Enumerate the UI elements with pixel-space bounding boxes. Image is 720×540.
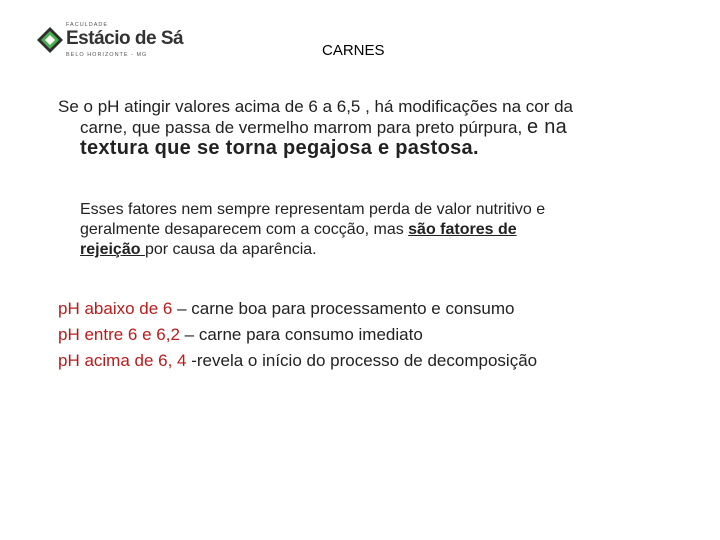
ph-line-below-6: [58, 296, 537, 322]
ph-label: pH abaixo de 6: [58, 299, 173, 318]
paragraph2-line3: [80, 240, 690, 260]
ph-label: pH acima de 6, 4: [58, 351, 187, 370]
logo-top-text: FACULDADE: [66, 22, 109, 28]
paragraph2-underlined-rejection: rejeição: [80, 241, 145, 258]
slide-title: CARNES: [322, 42, 385, 59]
paragraph-rejection: [80, 200, 690, 260]
paragraph1-line3: textura que se torna pegajosa e pastosa.: [80, 137, 479, 159]
paragraph2-line2-text: geralmente desaparecem com a cocção, mas: [80, 221, 409, 238]
ph-line-above-6-4: [58, 348, 537, 374]
paragraph2-underlined-text: são fatores de: [408, 221, 517, 238]
logo-bottom-text: BELO HORIZONTE - MG: [66, 52, 148, 58]
ph-text: – carne boa para processamento e consumo: [172, 299, 515, 318]
estacio-emblem-icon: [36, 26, 64, 56]
logo-name: Estácio de Sá: [66, 28, 184, 49]
paragraph2-line1: Esses fatores nem sempre representam perda de valor nutritivo e: [80, 201, 546, 218]
paragraph1-line2-text: carne, que passa de vermelho marrom para preto púrpura,: [80, 118, 527, 137]
paragraph2-line2: [80, 220, 690, 240]
ph-text: – carne para consumo imediato: [179, 325, 423, 344]
paragraph2-line3-text: por causa da aparência.: [144, 241, 317, 258]
paragraph1-line2-emphasis: e na: [526, 116, 568, 138]
ph-label: pH entre 6 e 6,2: [58, 325, 180, 344]
paragraph1-line1: Se o pH atingir valores acima de 6 a 6,5 , há modificações na cor da: [58, 97, 574, 116]
ph-text: -revela o início do processo de decomposição: [186, 351, 538, 370]
paragraph1-line2: [58, 117, 698, 138]
ph-list: [58, 296, 537, 374]
ph-line-6-to-6-2: [58, 322, 537, 348]
estacio-logo: [36, 20, 184, 62]
paragraph-ph-effects: [58, 96, 698, 159]
